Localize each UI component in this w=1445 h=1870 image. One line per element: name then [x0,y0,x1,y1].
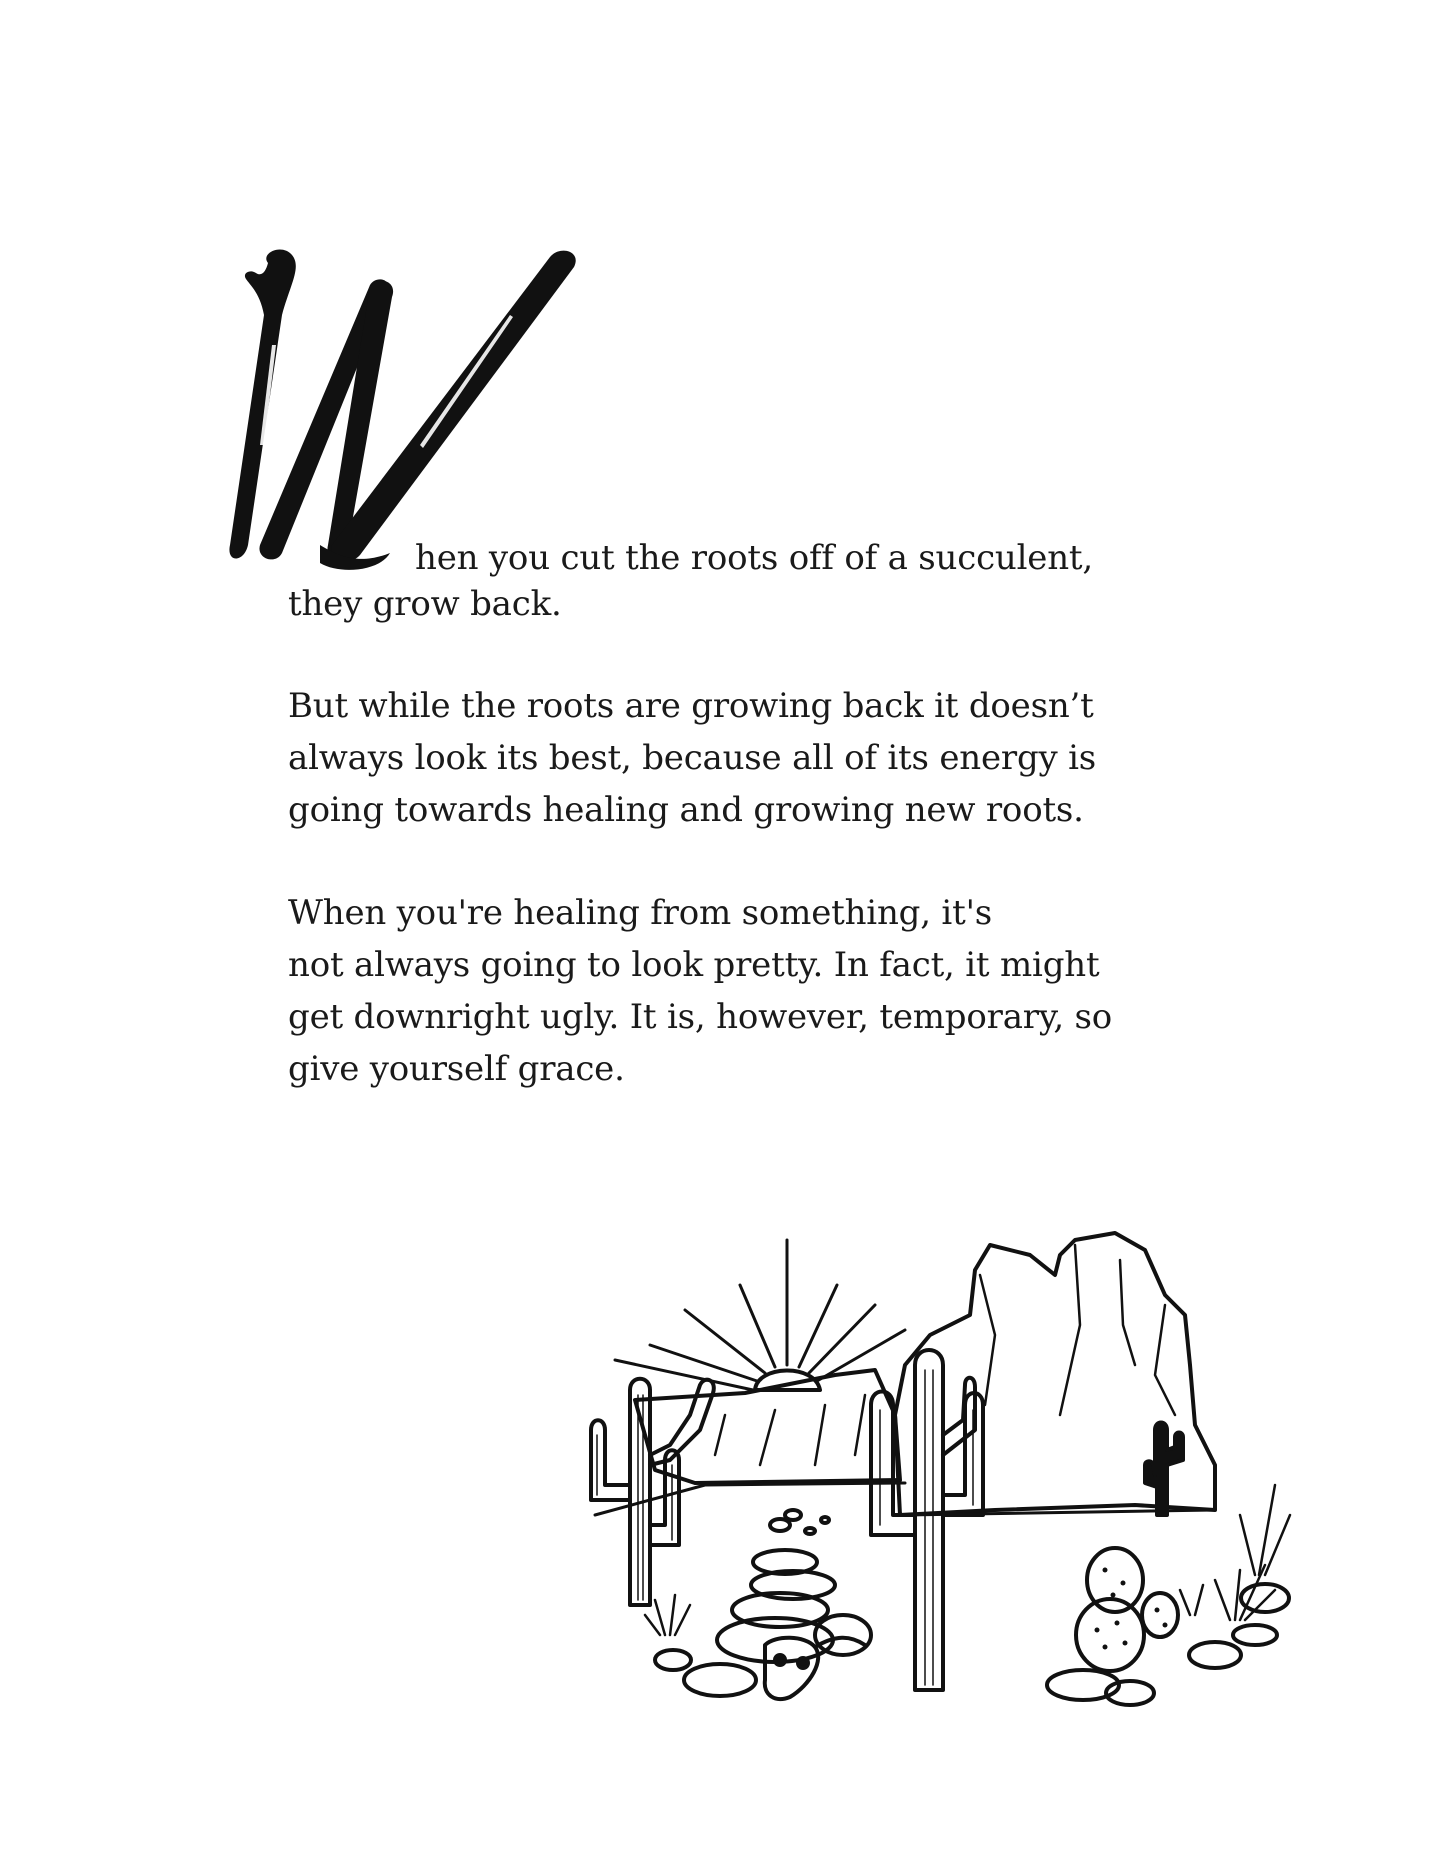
stone-cairn [717,1550,871,1662]
body-line: not always going to look pretty. In fact, it might [288,945,1100,985]
body-line: they grow back. [288,584,562,624]
body-line: get downright ugly. It is, however, temporary, so [288,997,1113,1037]
prickly-pear [1076,1548,1178,1671]
small-cactus [1145,1423,1183,1516]
saguaro-left [591,1379,714,1605]
body-line: always look its best, because all of its energy is [288,738,1097,778]
body-line: going towards healing and growing new roots. [288,790,1084,830]
body-line: hen you cut the roots off of a succulent, [415,538,1093,578]
cow-skull [765,1638,865,1699]
drop-cap-w [220,245,600,575]
body-line: give yourself grace. [288,1049,625,1089]
desert-illustration [575,1215,1305,1715]
body-line: When you're healing from something, it's [288,893,992,933]
sun-rays [615,1240,905,1390]
body-line: But while the roots are growing back it doesn’t [288,686,1094,726]
ground-rocks [655,1510,1289,1705]
